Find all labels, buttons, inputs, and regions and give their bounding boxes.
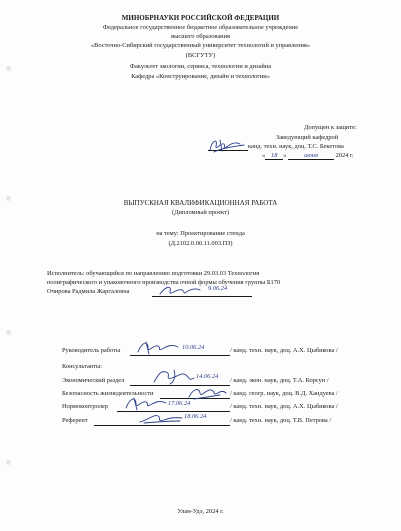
executor-line-2: полиграфического и упаковочного производства очной формы обучения группы Б170 <box>47 279 281 286</box>
role-label-supervisor: Руководитель работы <box>62 347 121 354</box>
role-date-economic: 14.06.24 <box>196 373 219 380</box>
work-topic: на тему: Проектирование стенда <box>156 230 245 237</box>
role-date-supervisor: 10.06.24 <box>182 344 205 351</box>
executor-line-1: Исполнитель: обучающийся по направлению подготовки 29.03.03 Технология <box>47 270 260 277</box>
role-person-safety: / канд. геогр. наук, доц. В.Д. Хандуева / <box>230 390 338 397</box>
date-month: июня <box>288 153 334 160</box>
ministry-title: МИНОБРНАУКИ РОССИЙСКОЙ ФЕДЕРАЦИИ <box>121 14 280 22</box>
role-date-normcontrol: 17.06.24 <box>168 400 191 407</box>
admitted-label: Допущен к защите: <box>304 124 357 131</box>
safety-signature <box>186 383 228 401</box>
date-quote-close: » <box>283 152 287 159</box>
role-person-supervisor: / канд. техн. наук, доц. А.Х. Цыбикова / <box>230 347 338 354</box>
executor-date: 9.06.24 <box>208 285 228 292</box>
faculty-name: Факультет экологии, сервиса, технологии и дизайна <box>129 63 272 70</box>
city-year: Улан-Удэ, 2024 г. <box>177 508 224 515</box>
university-name: «Восточно-Сибирский государственный университет технологий и управления» <box>90 42 311 49</box>
university-abbr: (ВСГУТУ) <box>185 52 216 59</box>
role-label-safety: Безопасность жизнедеятельности <box>62 390 154 397</box>
role-person-referent: / канд. техн. наук, доц. Т.В. Петрова / <box>230 417 332 424</box>
head-of-department-label: Заведующий кафедрой <box>276 134 339 141</box>
approval-date <box>262 153 354 160</box>
referent-signature <box>138 408 184 426</box>
consultants-label: Консультанты: <box>62 363 103 370</box>
role-label-normcontrol: Нормоконтролер <box>62 403 108 410</box>
executor-signature <box>158 282 202 298</box>
institution-type: Федеральное государственное бюджетное образовательное учреждение <box>102 24 299 31</box>
date-quote-open: « <box>262 152 266 159</box>
work-code: (Д.2102.0.00.11.003.ПЗ) <box>168 240 233 247</box>
supervisor-signature <box>136 338 180 356</box>
date-day: 18 <box>265 153 283 160</box>
work-title: ВЫПУСКНАЯ КВАЛИФИКАЦИОННАЯ РАБОТА <box>123 199 278 207</box>
binder-hole <box>6 330 11 335</box>
executor-name: Очирова Радмила Жаргаловна <box>47 288 130 295</box>
work-subtitle: (Дипломный проект) <box>171 209 230 216</box>
role-person-normcontrol: / канд. техн. наук, доц. А.Х. Цыбикова / <box>230 403 338 410</box>
education-level: высшего образования <box>171 33 230 40</box>
role-date-referent: 18.06.24 <box>184 413 207 420</box>
head-signature <box>206 134 246 156</box>
role-person-economic: / канд. экон. наук, доц. Т.А. Корсун / <box>230 377 329 384</box>
binder-hole <box>6 460 11 465</box>
department-name: Кафедра «Конструирование, дизайн и технологии» <box>131 73 270 80</box>
role-label-referent: Референт <box>62 417 88 424</box>
role-label-economic: Экономический раздел <box>62 377 125 384</box>
date-year: 2024 г. <box>335 152 354 159</box>
head-person: канд. техн. наук, доц. Т.С. Бекетова <box>248 143 344 150</box>
